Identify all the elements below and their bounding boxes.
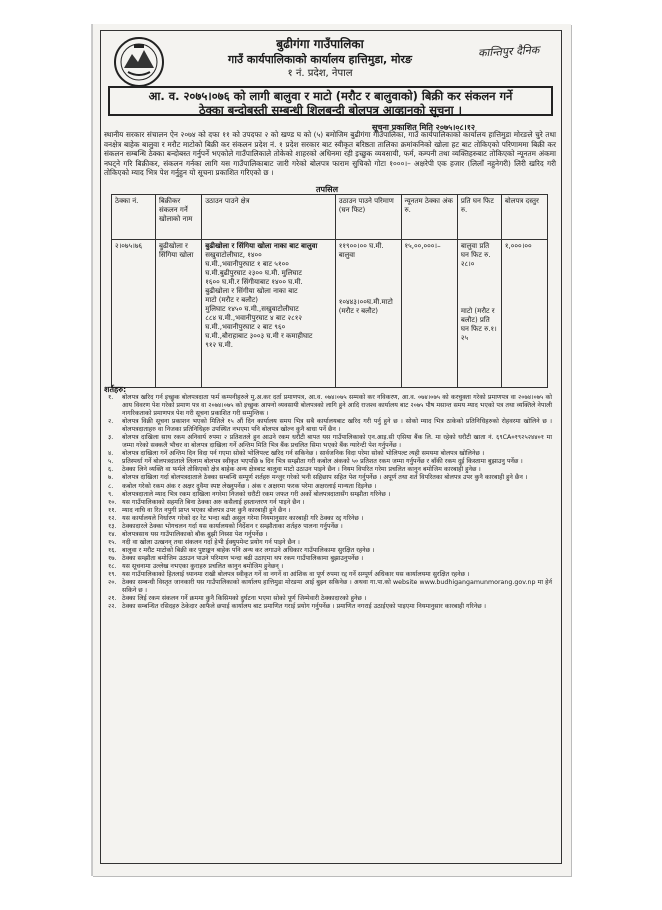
condition-item: १५. नदी वा खोला उत्खनन् तथा संकलन गर्दा हेभी ईक्युपमेन्ट प्रयोग गर्न पाइने छैन । <box>108 538 300 546</box>
col-river-name: बिक्रीकर संकलन गर्ने खोलाको नाम <box>155 195 201 240</box>
condition-item: ५. प्रतिस्पर्धा गर्ने बोलपत्रदाताले लिलाम बोलपत्र स्वीकृत भएपछि ७ दिन भित्र सम्झौता गरी कबोल अंकको ५० प्रतिशत रकम जम्मा गर्नुपर्नेछ र बाँकी रकम दुई किस्तामा बुझाउनु पर्नेछ । <box>108 458 523 466</box>
condition-item: २१. ठेक्का लिई रकम संकलन गर्ने क्रममा कुनै किसिमको दुर्घटना भएमा सोको पूर्ण जिम्मेवारी ठेक्कादारको हुनेछ । <box>108 595 367 603</box>
publication-date: सूचना प्रकाशित मिति २०७५।०८।१२ <box>372 123 476 132</box>
col-area: उठाउन पाउने क्षेत्र <box>202 195 336 240</box>
condition-item: ९. बोलपत्रदाताले म्याद भित्र रकम दाखिला नगरेमा निजको धरौटी रकम जफत गरी अर्को बोलपत्रदातासँग सम्झौता गरिनेछ । <box>108 490 391 498</box>
condition-item: ७. बोलपत्र दाखिला गर्दा बोलपत्रदाताले ठेक्का सम्बन्धि सम्पूर्ण शर्तहरु मन्जुर गरेको भनी सहिछाप सहित पेश गर्नुपर्नेछ । अपूर्ण तथा शर्त विपरितका बोलपत्र उपर कुनै कारबाही हुने छैन । <box>108 474 528 482</box>
table-heading: तपसिल <box>316 185 339 194</box>
office-header <box>170 36 470 81</box>
office-name: गाउँ कार्यपालिकाको कार्यालय हात्तिमुडा, मोरङ <box>228 53 412 66</box>
condition-item: १३. ठेक्कादारले ठेक्का भोगचलन गर्दा यस कार्यालयको निर्देशन र सम्झौताका शर्तहरु पालना गर्नुपर्नेछ । <box>108 522 343 530</box>
rate-sand: बालुवा प्रति घन फिट रु. २८।० <box>460 242 491 268</box>
condition-item: १९. यस गाउँपालिकाको हितलाई ध्यानमा राखी बोलपत्र स्वीकृत गर्ने वा नगर्ने वा आंशिक वा पूर्ण रुपमा रद्द गर्ने सम्पूर्ण अधिकार यस कार्यालयमा सुरक्षित रहनेछ । <box>108 571 470 579</box>
col-rate: प्रति घन फिट रु. <box>457 195 501 240</box>
cell-contract-no: २।०७५।७६ <box>112 240 156 388</box>
condition-item: २२. ठेक्का सम्बन्धित रसिदहरु ठेकेदार आफैले छपाई कार्यालय बाट प्रमाणित गराई प्रयोग गर्नुपर्नेछ । प्रमाणित नगराई उठाईएको पाइएमा नियमानुसार कारबाही गरिनेछ । <box>108 603 487 611</box>
condition-item: १२. यस कार्यालयले निर्धारण गरेको दर रेट भन्दा बढी असुल गरेमा नियमानुसार कारबाही गरि ठेक्का रद्द गरिनेछ । <box>108 514 364 522</box>
cell-area <box>202 240 336 388</box>
condition-item: २. बोलपत्र विक्री सूचना प्रकाशन भएको मितिले १५ औं दिन कार्यालय समय भित्र सबै कार्यालयबाट खरिद गरी पर्नु हुने छ । सोको म्याद भित्र ठाकेको प्रतिनिधिहरुको रोहवरमा खोलिने छ । बोलपत्रदाताहरु वा निजका प्रतिनिधिहरु उपस्थित नभएमा पनि बोलपत्र खोल्न कुनै बाधा पर्ने छैन । <box>108 418 552 434</box>
area-title: बुढीखोला र सिंगिया खोला नाका बाट बालुवा <box>205 242 318 250</box>
title-line-1: आ. व. २०७५।०७६ को लागी बालुवा र माटो (मरौट र बालुवाको) बिक्री कर संकलन गर्ने <box>148 89 513 103</box>
government-emblem-icon <box>112 36 166 88</box>
contract-table <box>111 194 548 388</box>
condition-item: १०. यस गाउँपालिकाको सहमति बिना ठेक्का अरु कसैलाई हस्तान्तरण गर्न पाइने छैन । <box>108 498 305 506</box>
cell-quantity <box>335 240 401 388</box>
quantity-soil: १०४४३।००घ.मी.माटो (मरौट र बलौट) <box>338 298 393 315</box>
condition-item: २०. ठेक्का सम्बन्धी विस्तृत जानकारी यस गाउँपालिकाको कार्यालय हात्तिमुडा मोरङमा आई बुझ्न सकिनेछ । अथवा गा.पा.को website www.budhigangamunmorang.gov.np मा हेर्न सकिने छ । <box>108 579 552 595</box>
area-locations: सखुवाटोलीघाट, १४०० घ.मी.,भवानीपुरघाट १ बाट ५१०० घ.मी.बुढीपुरघाट २३०० घ.मी. मुलिघाट १६०० घ.मी.र सिंगीयाबाट १४०० घ.मी. बुढीखोला र सिंगीया खोला नाका बाट माटो (मरौट र बलौट) मुलिघाट १४५० घ.मी.,सखुवाटोलीघाट ८८४ घ.मी.,भवानीपुरघाट ४ बाट २८१२ घ.मी.,भवानीपुरघाट २ बाट ९६० घ.मी.,बौराहाबाट ३००३ घ.मी र कमाहीघाट ९१२ घ.मी. <box>205 251 313 349</box>
condition-item: १६. बालुवा र मरौट माटोको बिक्री कर पुष्टाङ्कन बाहेक पनि अन्य कर लगाउने अधिकार गाउँपालिकामा सुरक्षित रहनेछ । <box>108 546 375 554</box>
table-header-row <box>112 195 548 240</box>
notice-title <box>108 86 553 116</box>
rate-soil: माटो (मरौट र बलौट) प्रति घन फिट रु.१।२५ <box>460 307 497 342</box>
condition-item: १८. यस सूचनामा उल्लेख नभएका कुराहरु प्रचलित कानुन बमोजिम हुनेछन् । <box>108 562 284 570</box>
col-quantity: उठाउन पाउने परिमाण (घन फिट) <box>335 195 401 240</box>
conditions-heading: शर्तहरु: <box>104 385 127 394</box>
newspaper-stamp: कान्तिपुर दैनिक <box>477 43 540 60</box>
condition-item: ६. ठेक्का लिने व्यक्ति वा फर्मले तोकिएको क्षेत्र बाहेक अन्य क्षेत्रबाट बालुवा माटो उठाउन पाइने छैन । नियम विपरित गरेमा प्रचलित कानुन बमोजिम कारबाही हुनेछ । <box>108 466 481 474</box>
cell-min-amount: १५,००,०००।– <box>401 240 457 388</box>
cell-river: बुढीखोला र सिंगिया खोला <box>155 240 201 388</box>
condition-item: ८. कबोल गरेको रकम अंक र अक्षर दुवैमा स्पष्ट लेख्नुपर्नेछ । अंक र अक्षरमा फरक परेमा अक्षरलाई मान्यता दिइनेछ । <box>108 482 377 490</box>
condition-item: ३. बोलपत्र दाखिला साथ रकम अनिवार्य रुपमा २ प्रतिशतले हुन आउने रकम धरौटी बापत यस गाउँपालिकाको एन.आइ.सी एसिया बैंक लि. मा रहेको धरौटी खाता नं. ६९CA०१९२५२४४०१ मा जम्मा गरेको सक्कलै भौचर वा बोलपत्र दाखिला गर्ने अन्तिम मिति भित्र बैंक प्रचलित सिमा भएको बैंक ग्यारेन्टी पेश गर्नुपर्नेछ । <box>108 434 552 450</box>
condition-item: ४. बोलपत्र दाखिला गर्ने अन्तिम दिन विदा पर्न गएमा सोको भोलिपल्ट खरिद गर्न सकिनेछ । सार्वजनिक विदा परेमा सोको भोलिपल्ट त्यही समयमा बोलपत्र खोलिनेछ । <box>108 450 485 458</box>
province-line: १ नं. प्रदेश, नेपाल <box>287 68 353 79</box>
intro-paragraph: स्थानीय सरकार संचालन ऐन २०७४ को दफा ११ को उपदफा २ को खण्ड घ को (५) बमोजिम बुढीगंगा गाउँपालिका, गाउँ कार्यपालिकाको कार्यालय हात्तिमुडा मोरङले चुरे तथा वनक्षेत्र बाहेक बालुवा र मरौट माटोको बिक्री कर संकलन प्रदेश नं. १ प्रदेश सरकार बाट स्वीकृत बरिष्ठता तालिका क्रमांकनिको खोला हट बाट तोकिएको परिणाममा बिक्री कर संकलन सम्बन्धि ठेक्का बन्दोबस्त गर्नुपर्ने भएकोले गाउँपालिकाले तोकेको शाहरको अधिनमा रही इच्छुक व्यवसायी, फर्म, कम्पनी तथा व्यक्तिहरुबाट तोकिएको न्यूनतम अंकमा नघट्ने गरि बिक्रीकर, संकलन गर्नका लागि यस गाउँपालिकाबाट जारी गरेको बोलपत्र फाराम सुचिको गोटा १०००।– अक्षरेपी एक हजार (लिलाँ नहुनेगरी) लिरी खरिद गरी तोकिएको म्याद भित्र पेश गर्नुहुन यो सूचना प्रकाशित गरिएको छ । <box>104 130 556 177</box>
municipality-name: बुढीगंगा गाउँपालिका <box>276 37 364 51</box>
condition-item: १४. बोलपत्रसाथ यस गाउँपालिकाको बौक बुझी निस्सा पेश गर्नुपर्नेछ । <box>108 530 268 538</box>
quantity-sand: ११९००।०० घ.मी. बालुवा <box>338 242 384 259</box>
title-line-2: ठेक्का बन्दोबस्ती सम्बन्धी शिलबन्दी बोलपत्र आव्हानको सूचना । <box>198 103 463 117</box>
table-row <box>112 240 548 388</box>
col-min-amount: न्यूनतम ठेक्का अंक रु. <box>401 195 457 240</box>
condition-item: ११. म्याद नाघि वा रित नपुगी प्राप्त भएका बोलपत्र उपर कुनै कारबाही हुने छैन । <box>108 506 291 514</box>
condition-item: १. बोलपत्र खरिद गर्न इच्छुक बोलपत्रदाता फर्म कम्पनीहरुले मु.अ.कर दर्ता प्रमाणपत्र, आ.व. ०७४।०७५ सम्मको कर नविकरण, आ.व. ०७४।०७५ को करचुक्ता गरेको प्रमाणपत्र वा २०७४।०७५ को आय विवरण पेश गरेको प्रमाण पत्र वा २०७४।०७५ को इच्छुक आफ्नो व्यवसायी बोलपत्रको लागि हुने आदि राजश्व कार्यालय बाट २०७५ पौष मसान्त समय म्याद भएको पत्र तथा व्यक्तिले नेपाली नागरिकताको प्रमाणपत्र पेश गरी सूचना प्रकाशित गरी सम्मुन्तिक । <box>108 394 552 418</box>
cell-rate <box>457 240 501 388</box>
cell-fee: १,०००।०० <box>501 240 547 388</box>
col-fee: बोलपत्र दस्तुर <box>501 195 547 240</box>
conditions-list <box>108 394 552 611</box>
condition-item: १७. ठेक्का सम्झौता बमोजिम उठाउन पाउने परिमाण भन्दा बढी उठाएमा थप रकम गाउँपालिकामा बुझाउनुपर्नेछ । <box>108 554 364 562</box>
col-contract-no: ठेक्का नं. <box>112 195 156 240</box>
